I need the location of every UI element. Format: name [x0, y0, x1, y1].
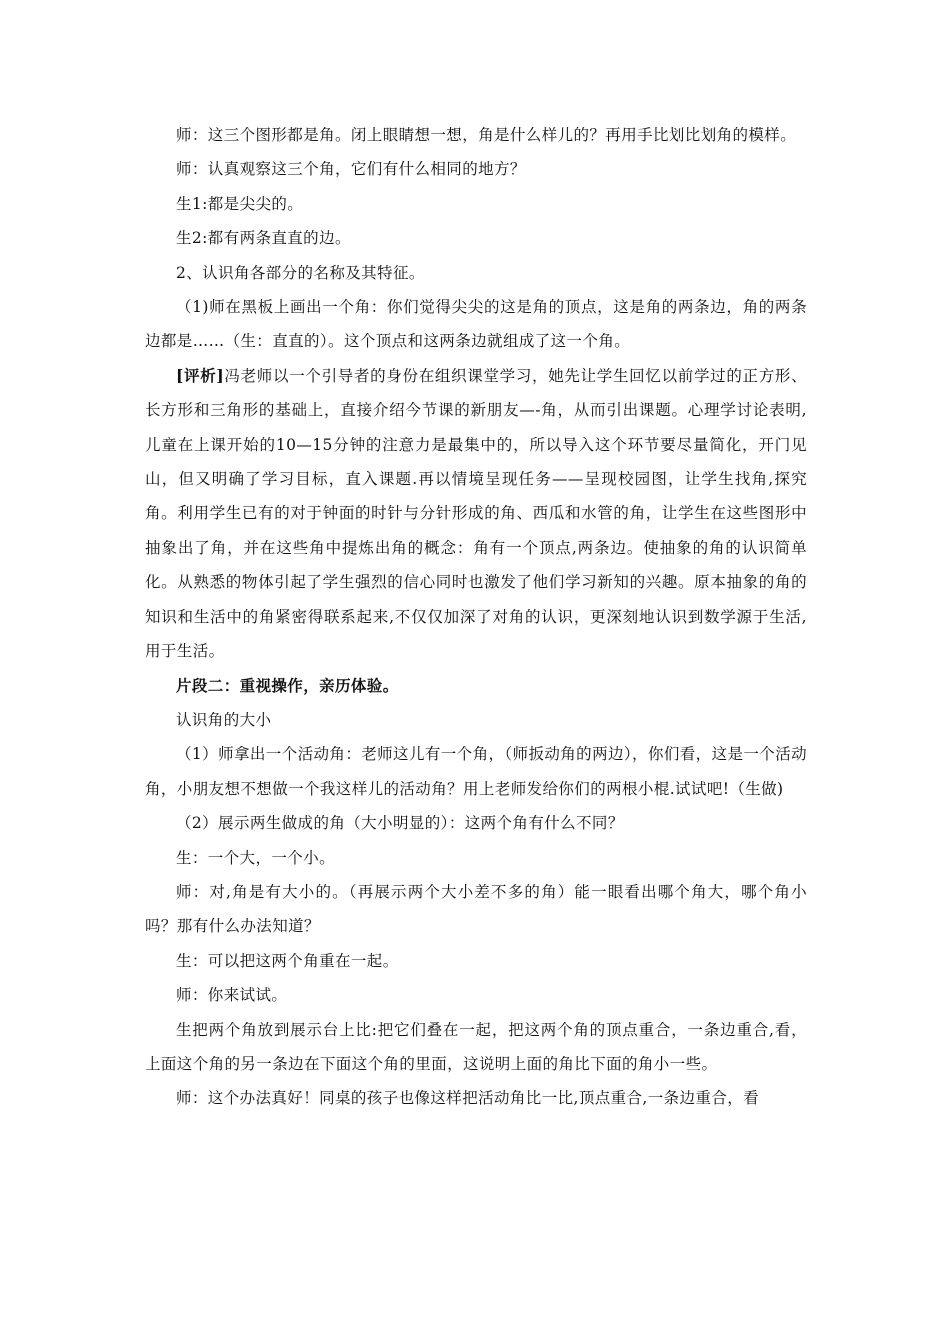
- section-heading-fragment-2: 片段二：重视操作，亲历体验。: [176, 675, 399, 695]
- paragraph-student-compare: 生把两个角放到展示台上比:把它们叠在一起，把这两个角的顶点重合，一条边重合,看，上面这个角的另一条边在下面这个角的里面，这说明上面的角比下面的角小一些。: [145, 1020, 807, 1073]
- paragraph-teacher-angle-size: 师：对,角是有大小的。（再展示两个大小差不多的角）能一眼看出哪个角大，哪个角小吗？那有什么办法知道？: [145, 882, 807, 936]
- paragraph-show-two-angles: （2）展示两生做成的角（大小明显的）：这两个角有什么不同？: [176, 814, 624, 833]
- paragraph-teacher-good-method: 师：这个办法真好！同桌的孩子也像这样把活动角比一比,顶点重合,一条边重合，看: [176, 1089, 760, 1108]
- paragraph-student-1: 生1:都是尖尖的。: [176, 194, 304, 213]
- paragraph-student-2: 生2:都有两条直直的边。: [176, 229, 351, 248]
- paragraph-section-2: 2、认识角各部分的名称及其特征。: [176, 263, 425, 282]
- document-page: [145, 118, 807, 1116]
- paragraph-movable-angle: （1）师拿出一个活动角：老师这儿有一个角，（师扳动角的两边），你们看，这是一个活动角，小朋友想不想做一个我这样儿的活动角？用上老师发给你们的两根小棍.试试吧!（生做): [145, 745, 807, 798]
- commentary-tag: [评析]: [176, 365, 225, 385]
- paragraph-angle-size: 认识角的大小: [176, 710, 272, 729]
- paragraph-teacher-try: 师：你来试试。: [176, 986, 288, 1005]
- paragraph-student-big-small: 生：一个大，一个小。: [176, 848, 336, 867]
- paragraph-student-overlap: 生：可以把这两个角重在一起。: [176, 951, 399, 970]
- paragraph-draw-angle: （1)师在黑板上画出一个角：你们觉得尖尖的这是角的顶点，这是角的两条边，角的两条边都是……（生：直直的）。这个顶点和这两条边就组成了这一个角。: [145, 298, 807, 351]
- paragraph-commentary: [145, 359, 807, 669]
- commentary-text: 冯老师以一个引导者的身份在组织课堂学习，她先让学生回忆以前学过的正方形、长方形和三角形的基础上，直接介绍今节课的新朋友—-角，从而引出课题。心理学讨论表明,儿童在上课开始的10—15分钟的注意力是最集中的，所以导入这个环节要尽量简化，开门见山，但又明确了学习目标，直入课题.再以情境呈现任务——呈现校园图，让学生找角,探究角。利用学生已有的对于钟面的时针与分针形成的角、西瓜和水管的角，让学生在这些图形中抽象出了角，并在这些角中提炼出角的概念：角有一个顶点,两条边。使抽象的角的认识简单化。从熟悉的物体引起了学生强烈的信心同时也激发了他们学习新知的兴趣。原本抽象的角的知识和生活中的角紧密得联系起来,不仅仅加深了对角的认识，更深刻地认识到数学源于生活,用于生活。: [145, 366, 807, 661]
- paragraph-teacher-three-shapes: 师：这三个图形都是角。闭上眼睛想一想，角是什么样儿的？再用手比划比划角的模样。: [176, 126, 797, 144]
- paragraph-teacher-observe: 师：认真观察这三个角，它们有什么相同的地方？: [176, 160, 526, 179]
